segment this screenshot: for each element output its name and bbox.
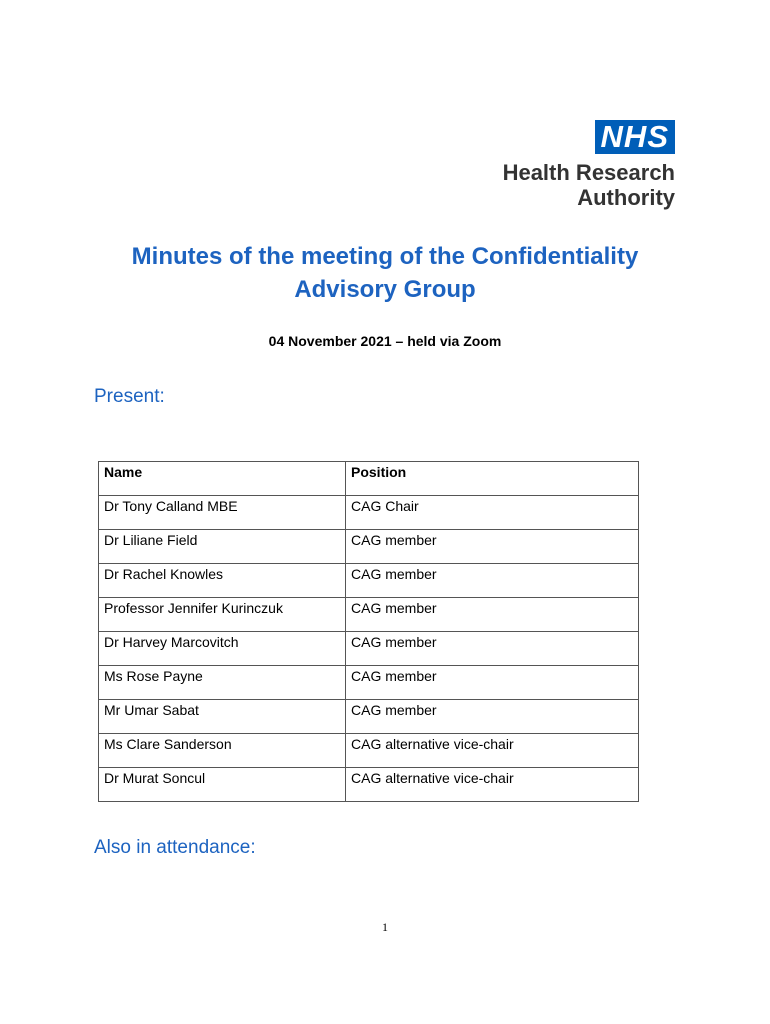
meeting-date: 04 November 2021 – held via Zoom [268, 333, 502, 349]
column-header-position: Position [346, 462, 639, 496]
table-row [99, 564, 639, 598]
table-row [99, 700, 639, 734]
attendee-name: Dr Tony Calland MBE [99, 496, 346, 530]
attendee-position: CAG member [346, 700, 639, 734]
also-in-attendance-heading: Also in attendance: [94, 837, 256, 858]
attendee-position: CAG alternative vice-chair [346, 768, 639, 802]
column-header-name: Name [99, 462, 346, 496]
attendees-table [98, 461, 639, 802]
attendee-position: CAG Chair [346, 496, 639, 530]
attendee-name: Dr Murat Soncul [99, 768, 346, 802]
attendee-name: Dr Harvey Marcovitch [99, 632, 346, 666]
nhs-hra-logo [485, 120, 675, 210]
attendee-name: Professor Jennifer Kurinczuk [99, 598, 346, 632]
attendee-position: CAG member [346, 666, 639, 700]
table-row [99, 768, 639, 802]
page-number: 1 [382, 920, 388, 934]
document-title: Minutes of the meeting of the Confidentiality Advisory Group [131, 243, 639, 303]
attendee-name: Mr Umar Sabat [99, 700, 346, 734]
table-row [99, 734, 639, 768]
attendee-position: CAG member [346, 564, 639, 598]
table-row [99, 632, 639, 666]
organisation-name-line-1: Health Research [502, 160, 675, 185]
attendee-position: CAG member [346, 632, 639, 666]
present-heading: Present: [94, 386, 165, 407]
attendee-position: CAG member [346, 530, 639, 564]
organisation-name [485, 160, 675, 210]
attendee-position: CAG member [346, 598, 639, 632]
attendee-name: Ms Rose Payne [99, 666, 346, 700]
table-row [99, 496, 639, 530]
table-row [99, 530, 639, 564]
attendee-name: Ms Clare Sanderson [99, 734, 346, 768]
organisation-name-line-2: Authority [577, 185, 675, 210]
table-header-row [99, 462, 639, 496]
attendee-name: Dr Liliane Field [99, 530, 346, 564]
attendee-name: Dr Rachel Knowles [99, 564, 346, 598]
nhs-badge: NHS [595, 120, 675, 154]
table-row [99, 666, 639, 700]
attendee-position: CAG alternative vice-chair [346, 734, 639, 768]
table-row [99, 598, 639, 632]
